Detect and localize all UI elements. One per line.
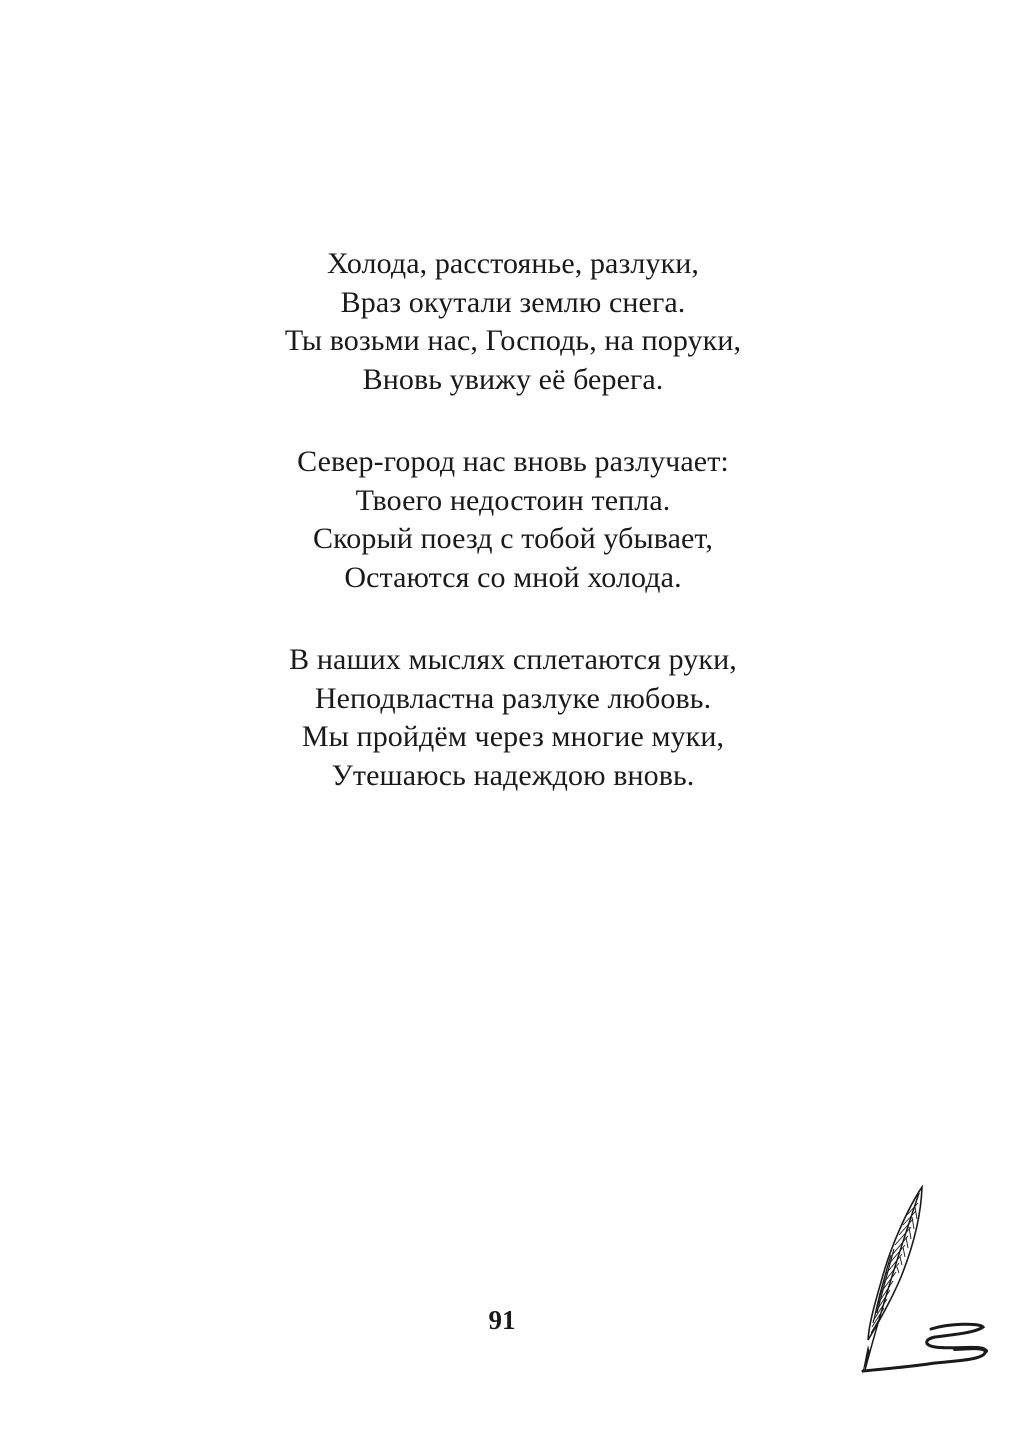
stanza bbox=[0, 245, 1026, 399]
poem-line: Остаются со мной холода. bbox=[344, 560, 682, 594]
stanza bbox=[0, 641, 1026, 795]
page-number: 91 bbox=[488, 1305, 516, 1335]
poem-line: Север-город нас вновь разлучает: bbox=[297, 445, 729, 478]
poem-line: Мы пройдём через многие муки, bbox=[301, 720, 725, 753]
poem-line: Ты возьми нас, Господь, на поруки, bbox=[284, 324, 742, 357]
poem-line: Вновь увижу её берега. bbox=[362, 362, 664, 396]
poem-line: Неподвластна разлуке любовь. bbox=[314, 681, 712, 715]
quill-pen-icon bbox=[855, 1185, 995, 1385]
poem-line: В наших мыслях сплетаются руки, bbox=[289, 643, 737, 676]
poem-line: Твоего недостоин тепла. bbox=[355, 483, 671, 517]
poem-line: Скорый поезд с тобой убывает, bbox=[313, 522, 713, 555]
poem-line: Враз окутали землю снега. bbox=[340, 285, 686, 319]
stanza bbox=[0, 443, 1026, 597]
poem-line: Утешаюсь надеждою вновь. bbox=[331, 758, 695, 792]
poem-line: Холода, расстоянье, разлуки, bbox=[326, 247, 700, 280]
poem bbox=[0, 245, 1026, 839]
